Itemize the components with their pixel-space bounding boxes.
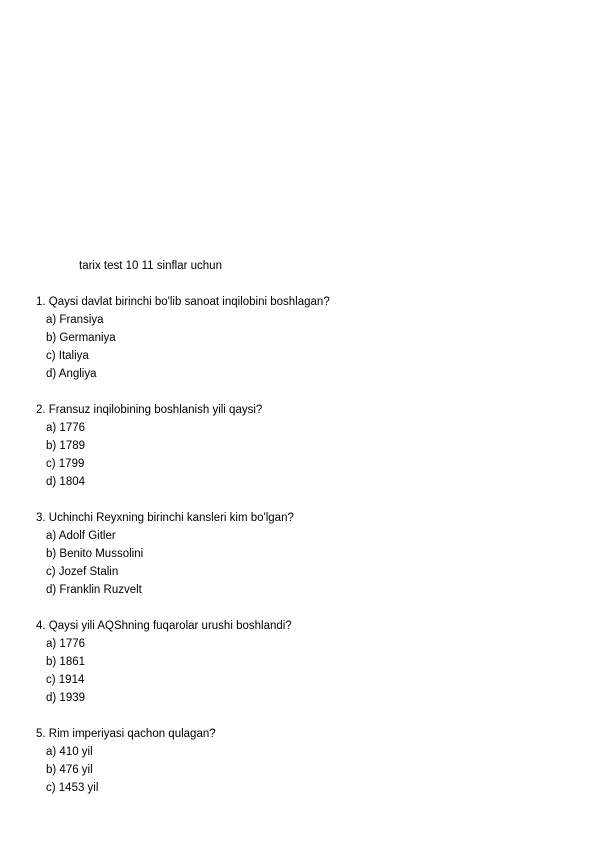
- answer-option: d) Angliya: [46, 368, 97, 380]
- answer-option: d) 1939: [46, 692, 86, 704]
- answer-option: c) Jozef Stalin: [46, 566, 119, 578]
- question-5: [36, 725, 576, 797]
- question-1: [36, 293, 576, 383]
- question-text: 2. Fransuz inqilobining boshlanish yili qaysi?: [36, 404, 263, 416]
- question-text: 3. Uchinchi Reyxning birinchi kansleri kim bo'lgan?: [36, 512, 294, 524]
- answer-option: a) Fransiya: [46, 314, 104, 326]
- answer-option: b) 1861: [46, 656, 86, 668]
- answer-option: b) 1789: [46, 440, 86, 452]
- question-text: 5. Rim imperiyasi qachon qulagan?: [36, 728, 216, 740]
- question-text: 1. Qaysi davlat birinchi bo'lib sanoat inqilobini boshlagan?: [36, 296, 330, 308]
- answer-option: c) 1799: [46, 458, 85, 470]
- answer-option: a) Adolf Gitler: [46, 530, 116, 542]
- answer-option: d) Franklin Ruzvelt: [46, 584, 142, 596]
- answer-option: b) Benito Mussolini: [46, 548, 144, 560]
- answer-option: c) 1453 yil: [46, 782, 99, 794]
- answer-option: a) 1776: [46, 422, 86, 434]
- answer-option: a) 410 yil: [46, 746, 93, 758]
- answer-option: d) 1804: [46, 476, 86, 488]
- question-text: 4. Qaysi yili AQShning fuqarolar urushi boshlandi?: [36, 620, 292, 632]
- question-4: [36, 617, 576, 707]
- answer-option: c) 1914: [46, 674, 85, 686]
- question-list: [36, 293, 576, 815]
- answer-option: c) Italiya: [46, 350, 89, 362]
- question-2: [36, 401, 576, 491]
- question-3: [36, 509, 576, 599]
- answer-option: b) 476 yil: [46, 764, 93, 776]
- answer-option: a) 1776: [46, 638, 86, 650]
- document-title: tarix test 10 11 sinflar uchun: [79, 260, 222, 272]
- answer-option: b) Germaniya: [46, 332, 116, 344]
